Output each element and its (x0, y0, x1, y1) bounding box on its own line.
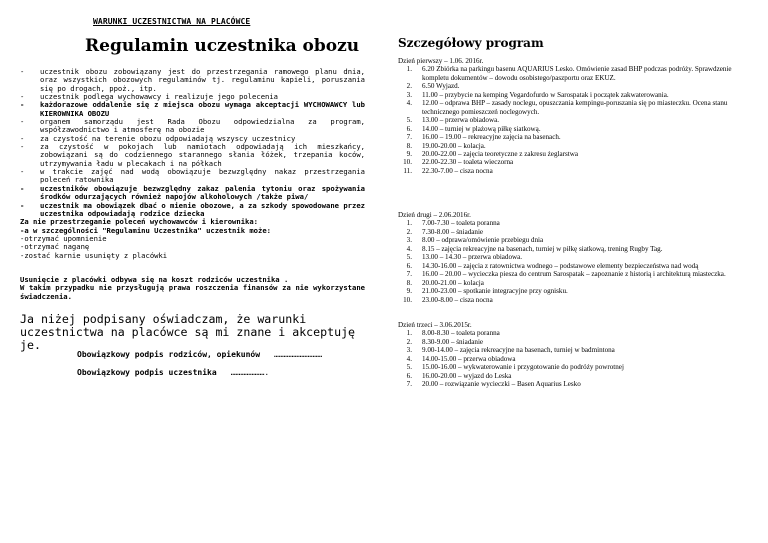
schedule-item: 3. 11.00 – przybycie na kemping Vegardofurdo w Sarospatak i początek zakwaterowania. (406, 90, 669, 99)
schedule-item: 2. 8.30-9.00 – śniadanie (406, 337, 484, 346)
schedule-item: 2. 7.30-8.00 – śniadanie (406, 227, 484, 236)
penalties-intro: Za nie przestrzeganie poleceń wychowawców i kierownika: (20, 217, 258, 227)
schedule-item: 5. 13.00 – 14.30 – przerwa obiadowa. (406, 253, 523, 262)
schedule-item: 2. 6.50 Wyjazd. (406, 82, 460, 91)
removal-note (20, 276, 365, 301)
parents-signature-label: Obowiązkowy podpis rodziców, opiekunów (77, 350, 261, 359)
schedule-item: 9. 21.00-23.00 – spotkanie integracyjne przy ognisku. (406, 287, 568, 296)
regulations-title: Regulamin uczestnika obozu (85, 36, 360, 56)
parents-signature-line (77, 350, 322, 359)
removal-note-line-2: W takim przypadku nie przysługują prawa roszczenia finansów za nie wykorzystane świadczenia. (20, 283, 365, 301)
schedule-item: 7. 16.00 – 19.00 – rekreacyjne zajęcia na basenach. (406, 133, 561, 142)
schedule-item: 6. 14.30-16.00 – zajęcia z ratownictwa wodnego – podstawowe elementy bezpieczeństwa nad wodą (406, 261, 699, 270)
rule-item: - każdorazowe oddalenie się z miejsca obozu wymaga akceptacji WYCHOWAWCY lub KIEROWNIKA OBOZU (20, 100, 365, 118)
day-schedule (398, 65, 748, 175)
schedule-item: 8. 19.00-20.00 – kolacja. (406, 141, 486, 150)
schedule-item: 1. 8.00-8.30 – toaleta poranna (406, 329, 500, 338)
day-heading: Dzień pierwszy – 1.06. 2016r. (398, 57, 484, 65)
rule-item: - za czystość w pokojach lub namiotach odpowiadają ich mieszkańcy, zobowiązani są do codziennego starannego słania łóżek, trzepania koców, utrzymywania ładu w plecakach i na półkach (20, 142, 365, 168)
rule-item: - organem samorządu jest Rada Obozu odpowiedzialna za program, współzawodnictwo i atmosferę na obozie (20, 117, 365, 135)
schedule-item: 1. 6.20 Zbiórka na parkingu basenu AQUARIUS Lesko. Omówienie zasad BHP podczas podróży. Sprawdzenie kompletu dokumentów – dowodu osobistego/paszportu oraz EKUZ. (406, 65, 732, 82)
removal-note-line-1: Usunięcie z placówki odbywa się na koszt rodziców uczestnika . (20, 275, 289, 284)
day-block-3 (398, 321, 748, 389)
schedule-item: 4. 14.00-15.00 – przerwa obiadowa (406, 354, 516, 363)
schedule-item: 6. 14.00 – turniej w plażową piłkę siatkową. (406, 124, 541, 133)
rule-item: - za czystość na terenie obozu odpowiadają wszyscy uczestnicy (20, 133, 296, 143)
schedule-item: 4. 8.15 – zajęcia rekreacyjne na basenach, turniej w piłkę siatkową, trening Rugby Tag. (406, 244, 663, 253)
declaration-text: Ja niżej podpisany oświadczam, że warunki uczestnictwa na placówce są mi znane i akceptuję je. (20, 312, 356, 352)
day-block-1 (398, 57, 748, 175)
schedule-item: 1. 7.00-7.30 – toaleta poranna (406, 219, 500, 228)
schedule-item: 5. 15.00-16.00 – wykwaterowanie i przygotowanie do podróży powrotnej (406, 363, 624, 372)
conditions-heading: WARUNKI UCZESTNICTWA NA PLACÓWCE (93, 17, 251, 26)
schedule-item: 7. 20.00 – rozwiązanie wycieczki – Basen Aquarius Lesko (406, 380, 581, 389)
schedule-item: 4. 12.00 – odprawa BHP – zasady noclegu, opuszczania kempingu-poruszania się po miasteczku. Ocena stanu technicznego pomieszczeń noclegowych. (406, 99, 728, 116)
penalty-item: -otrzymać naganę (20, 242, 90, 252)
schedule-item: 3. 9.00-14.00 – zajęcia rekreacyjne na basenach, turniej w badmintona (406, 346, 615, 355)
day-schedule (398, 329, 748, 388)
rule-item: - uczestnik ma obowiązek dbać o mienie obozowe, a za szkody spowodowane przez uczestnika odpowiadają rodzice dziecka (20, 200, 365, 218)
participant-signature-label: Obowiązkowy podpis uczestnika (77, 368, 217, 377)
rules-list (20, 68, 365, 260)
schedule-item: 6. 16.00-20.00 – wyjazd do Leska (406, 371, 512, 380)
penalty-item: -otrzymać upomnienie (20, 233, 107, 243)
participant-signature-field[interactable]: …………………. (230, 368, 270, 377)
schedule-item: 9. 20.00-22.00 – zajęcia teoretyczne z zakresu żeglarstwa (406, 149, 578, 158)
schedule-item: 10. 22.00-22.30 – toaleta wieczorna (403, 158, 514, 167)
schedule-item: 11. 22.30-7.00 – cisza nocna (403, 166, 493, 175)
schedule-item: 7. 16.00 – 20.00 – wycieczka piesza do centrum Sarospatak – zapoznanie z historią i architekturą miasteczka. (406, 270, 726, 279)
day-schedule (398, 219, 748, 304)
schedule-item: 3. 8.00 – odprawa/omówienie przebiegu dnia (406, 236, 544, 245)
program-title: Szczegółowy program (398, 36, 544, 50)
schedule-item: 10. 23.00-8.00 – cisza nocna (403, 295, 493, 304)
day-heading: Dzień drugi – 2.06.2016r. (398, 211, 471, 219)
day-heading: Dzień trzeci – 3.06.2015r. (398, 321, 472, 329)
parents-signature-field[interactable]: ………………………… (274, 350, 323, 359)
day-block-2 (398, 211, 748, 304)
participant-signature-line (77, 368, 269, 377)
rule-item: - uczestnik podlega wychowawcy i realizuje jego polecenia (20, 92, 278, 102)
rule-item: - uczestników obowiązuje bezwzględny zakaz palenia tytoniu oraz spożywania środków odurzających również napojów alkoholowych /także piwa/ (20, 183, 365, 202)
schedule-item: 5. 13.00 – przerwa obiadowa. (406, 116, 500, 125)
schedule-item: 8. 20.00-21.00 – kolacja (406, 278, 484, 287)
penalty-item: -zostać karnie usunięty z placówki (20, 250, 168, 260)
rule-item: - uczestnik obozu zobowiązany jest do przestrzegania ramowego planu dnia, oraz wszystkich obozowych regulaminów tj. regulaminu kapieli, poruszania się po drogach, ppoż., itp. (20, 67, 365, 93)
penalties-detail: -a w szczególności "Regulaminu Uczestnika" uczestnik może: (20, 225, 271, 235)
rule-item: - w trakcie zajęć nad wodą obowiązuje bezwzględny nakaz przestrzegania poleceń ratownika (20, 167, 365, 185)
